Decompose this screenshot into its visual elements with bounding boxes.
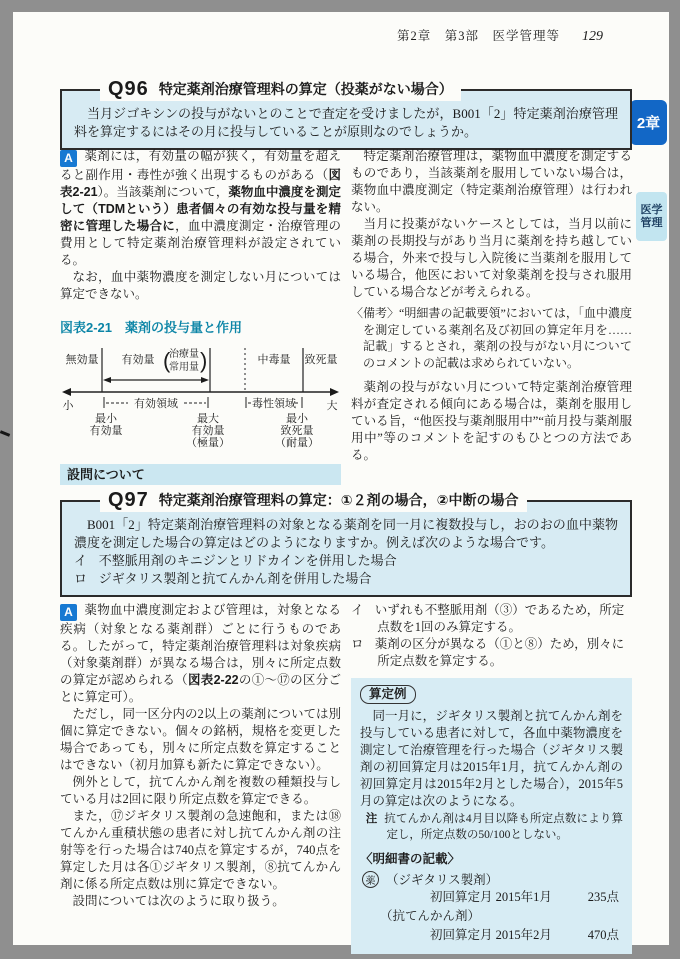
drug1-name: （ジギタリス製剤） bbox=[386, 873, 499, 887]
q96-right-paragraph-1: 特定薬剤治療管理は，薬物血中濃度を測定するものであり，当該薬剤を服用していない場合は，薬物血中濃度測定（特定薬剤治療管理）は行われない。 bbox=[351, 149, 632, 214]
q97-heading bbox=[100, 489, 527, 512]
answer-item-i-text: いずれも不整脈用剤（③）であるため，所定点数を1回のみ算定する。 bbox=[374, 603, 625, 634]
q97-right-item-ro bbox=[351, 636, 632, 670]
q96-answer-left-column bbox=[60, 148, 341, 485]
receipt-notation-heading: 〈明細書の記載〉 bbox=[360, 852, 461, 866]
drug1-points-line bbox=[360, 888, 623, 907]
q96-figure-ref: 図表2-21 bbox=[60, 168, 341, 199]
q97-p1-text2: の①〜⑰の区分ごとに算定可）。 bbox=[60, 673, 341, 704]
item-ro-label: ロ bbox=[74, 571, 88, 586]
q97-question-text: B001「2」特定薬剤治療管理料の対象となる薬剤を同一月に複数投与し，おのおの血中薬物濃度を測定した場合の算定はどのようになりますか。例えば次のような場合です。 bbox=[74, 517, 618, 550]
label-large: 大 bbox=[326, 400, 338, 412]
q96-question-box bbox=[60, 78, 632, 150]
document-page bbox=[13, 12, 669, 945]
label-small: 小 bbox=[62, 400, 74, 412]
label-toxic-dose: 中毒量 bbox=[257, 354, 291, 366]
label-ineffective-dose: 無効量 bbox=[65, 354, 99, 366]
q97-answer-right-column bbox=[351, 602, 632, 954]
label-therapeutic-dose: 治療量 bbox=[169, 349, 199, 360]
q97-number: Q97 bbox=[108, 489, 149, 511]
answer-item-ro-label: ロ bbox=[351, 637, 364, 651]
page-edge-mark bbox=[0, 430, 10, 437]
q97-question-item-ro bbox=[74, 570, 618, 588]
figure-2-21-title: 図表2-21 薬剤の投与量と作用 bbox=[60, 320, 243, 335]
label-effective-dose: 有効量 bbox=[121, 354, 155, 366]
q96-biko-note: 〈備考〉“明細書の記載要領”においては，「血中濃度を測定している薬剤名及び初回の算定年月を……記載」するとされ，薬剤の投与がない月についてのコメントの記載は求められていない。 bbox=[351, 306, 632, 370]
note-label: 注 bbox=[365, 813, 378, 825]
item-i-text: 不整脈用剤のキニジンとリドカインを併用した場合 bbox=[98, 553, 397, 568]
q96-question-text: 当月ジゴキシンの投与がないとのことで査定を受けましたが，B001「2」特定薬剤治療管理料を算定するにはその月に投与していることが原則なのでしょうか。 bbox=[74, 106, 618, 139]
q96-answer-right-column bbox=[351, 148, 632, 485]
q97-title: 特定薬剤治療管理料の算定：①２剤の場合，②中断の場合 bbox=[158, 492, 519, 508]
item-i-label: イ bbox=[74, 553, 88, 568]
chapter-tab: 2章 bbox=[630, 100, 667, 145]
answer-item-ro-text: 薬剤の区分が異なる（①と⑧）ため，別々に所定点数を算定する。 bbox=[374, 637, 625, 668]
section-tab-line2: 管理 bbox=[640, 216, 663, 229]
q97-answer-paragraph-2: ただし，同一区分内の2以上の薬剤については別個に算定できない。個々の銘柄，規格を変更した場合であっても，別々に所定点数を算定することはできない（初月加算も新たに算定できない）。 bbox=[60, 707, 342, 772]
q97-right-item-i bbox=[351, 602, 632, 636]
q97-figure-ref: 図表2-22 bbox=[187, 673, 239, 687]
item-ro-text: ジギタリス製剤と抗てんかん剤を併用した場合 bbox=[98, 571, 372, 586]
label-min-lethal-2: 致死量 bbox=[280, 425, 314, 437]
q96-p1-text3: ，血中濃度測定・治療管理の費用として特定薬剤治療管理料が設定されている。 bbox=[60, 219, 341, 267]
example-label: 算定例 bbox=[360, 685, 416, 704]
answer-a-icon: A bbox=[60, 604, 77, 621]
example-note bbox=[366, 812, 623, 843]
q97-answer-paragraph-5: 設問については次のように取り扱う。 bbox=[72, 894, 285, 908]
q97-answer-left-column bbox=[60, 602, 341, 954]
section-tab bbox=[636, 192, 667, 241]
q96-answer-paragraph-1 bbox=[60, 148, 341, 269]
page-number: 129 bbox=[582, 29, 603, 44]
label-effective-range: 有効領域 bbox=[134, 398, 178, 410]
q97-answer-paragraph-3: 例外として，抗てんかん剤を複数の種類投与している月は2回に限り所定点数を算定できる。 bbox=[60, 775, 341, 806]
label-min-lethal-3: （耐量） bbox=[275, 437, 319, 449]
figure-2-21-dose-effect-diagram bbox=[60, 340, 341, 452]
paren-close: ) bbox=[200, 348, 208, 373]
q96-p1-text: 薬剤には，有効量の幅が狭く，有効量を超えると副作用・毒性が強く出現するものがある（ bbox=[60, 149, 341, 182]
running-head: 第2章 第3部 医学管理等 bbox=[396, 29, 560, 43]
drug1-first-month: 初回算定月 2015年1月 bbox=[430, 890, 552, 904]
q96-p1-text2: ）。当該薬剤について， bbox=[97, 185, 229, 199]
circled-kusuri-icon: 薬 bbox=[362, 871, 379, 888]
q96-title: 特定薬剤治療管理料の算定（投薬がない場合） bbox=[158, 81, 453, 97]
q97-answer-paragraph-1 bbox=[60, 602, 341, 706]
drug2-points: 470点 bbox=[587, 928, 619, 942]
note-text: 抗てんかん剤は4月目以降も所定点数により算定し，所定点数の50/100としない。 bbox=[384, 813, 624, 841]
q96-right-paragraph-2: 当月に投薬がないケースとしては，当月以前に薬剤の長期投与があり当月に薬剤を持ち越している場合，外来で投与し入院後に当薬剤を服用している場合，他医において対象薬剤を投与され服用している場合などが考えられる。 bbox=[351, 217, 632, 299]
q97-p1-text: 薬物血中濃度測定および管理は，対象となる疾病（対象となる薬剤群）ごとに行うものである。したがって，特定薬剤治療管理料は対象疾病（対象薬剤群）が異なる場合は，別々に所定点数の算定が認められる（ bbox=[60, 603, 341, 687]
drug2-name: （抗てんかん剤） bbox=[380, 909, 481, 923]
section-tab-line1: 医学 bbox=[640, 203, 663, 216]
label-min-effective-1: 最小 bbox=[95, 413, 117, 425]
drug2-first-month: 初回算定月 2015年2月 bbox=[430, 928, 552, 942]
q96-heading bbox=[100, 78, 461, 101]
q97-answer-paragraph-4: また，⑰ジギタリス製剤の急速飽和，または⑱てんかん重積状態の患者に対し抗てんかん剤の注射等を行った場合は740点を算定するが，740点を算定した月は各①ジギタリス製剤，⑧抗てんかん剤に係る所定点数は別に算定できない。 bbox=[60, 809, 341, 891]
q96-number: Q96 bbox=[108, 78, 149, 100]
setsumon-section-heading: 設問について bbox=[60, 464, 341, 485]
label-max-effective-2: 有効量 bbox=[191, 425, 225, 437]
label-toxic-range: 毒性領域 bbox=[252, 398, 296, 410]
page-header bbox=[397, 26, 603, 45]
answer-a-icon: A bbox=[60, 150, 77, 167]
calculation-example-box bbox=[351, 678, 632, 954]
q97-answer bbox=[60, 602, 632, 954]
q96-answer-paragraph-2: なお，血中薬物濃度を測定しない月については算定できない。 bbox=[60, 270, 341, 301]
drug2-points-line bbox=[360, 926, 623, 945]
label-max-effective-1: 最大 bbox=[197, 413, 219, 425]
q97-question-item-i bbox=[74, 552, 618, 570]
q97-question-box bbox=[60, 489, 632, 597]
q96-answer bbox=[60, 148, 632, 485]
drug1-line bbox=[360, 870, 623, 888]
q96-right-paragraph-3: 薬剤の投与がない月について特定薬剤治療管理料が査定される傾向にある場合は，薬剤を服用している旨，“他医投与薬剤服用中”“前月投与薬剤服用中”等のコメントを記すのもひとつの方法である。 bbox=[351, 380, 632, 462]
label-usual-dose: 常用量 bbox=[169, 362, 199, 373]
label-min-effective-2: 有効量 bbox=[89, 425, 123, 437]
answer-item-i-label: イ bbox=[351, 603, 364, 617]
paren-open: ( bbox=[163, 348, 171, 373]
drug2-name-line bbox=[360, 907, 623, 926]
drug1-points: 235点 bbox=[587, 890, 619, 904]
q96-p1-bold: 薬物血中濃度を測定して（TDMという）患者個々の有効な投与量を精密に管理した場合に bbox=[60, 185, 341, 233]
label-min-lethal-1: 最小 bbox=[286, 413, 308, 425]
example-paragraph: 同一月に，ジギタリス製剤と抗てんかん剤を投与している患者に対して，各血中薬物濃度を測定して治療管理を行った場合（ジギタリス製剤の初回算定月は2015年1月，抗てんかん剤の初回算定月は2015年2月とした場合），2015年5月の算定は次のようになる。 bbox=[360, 709, 623, 808]
label-max-effective-3: （極量） bbox=[186, 437, 230, 449]
label-lethal-dose: 致死量 bbox=[304, 354, 338, 366]
